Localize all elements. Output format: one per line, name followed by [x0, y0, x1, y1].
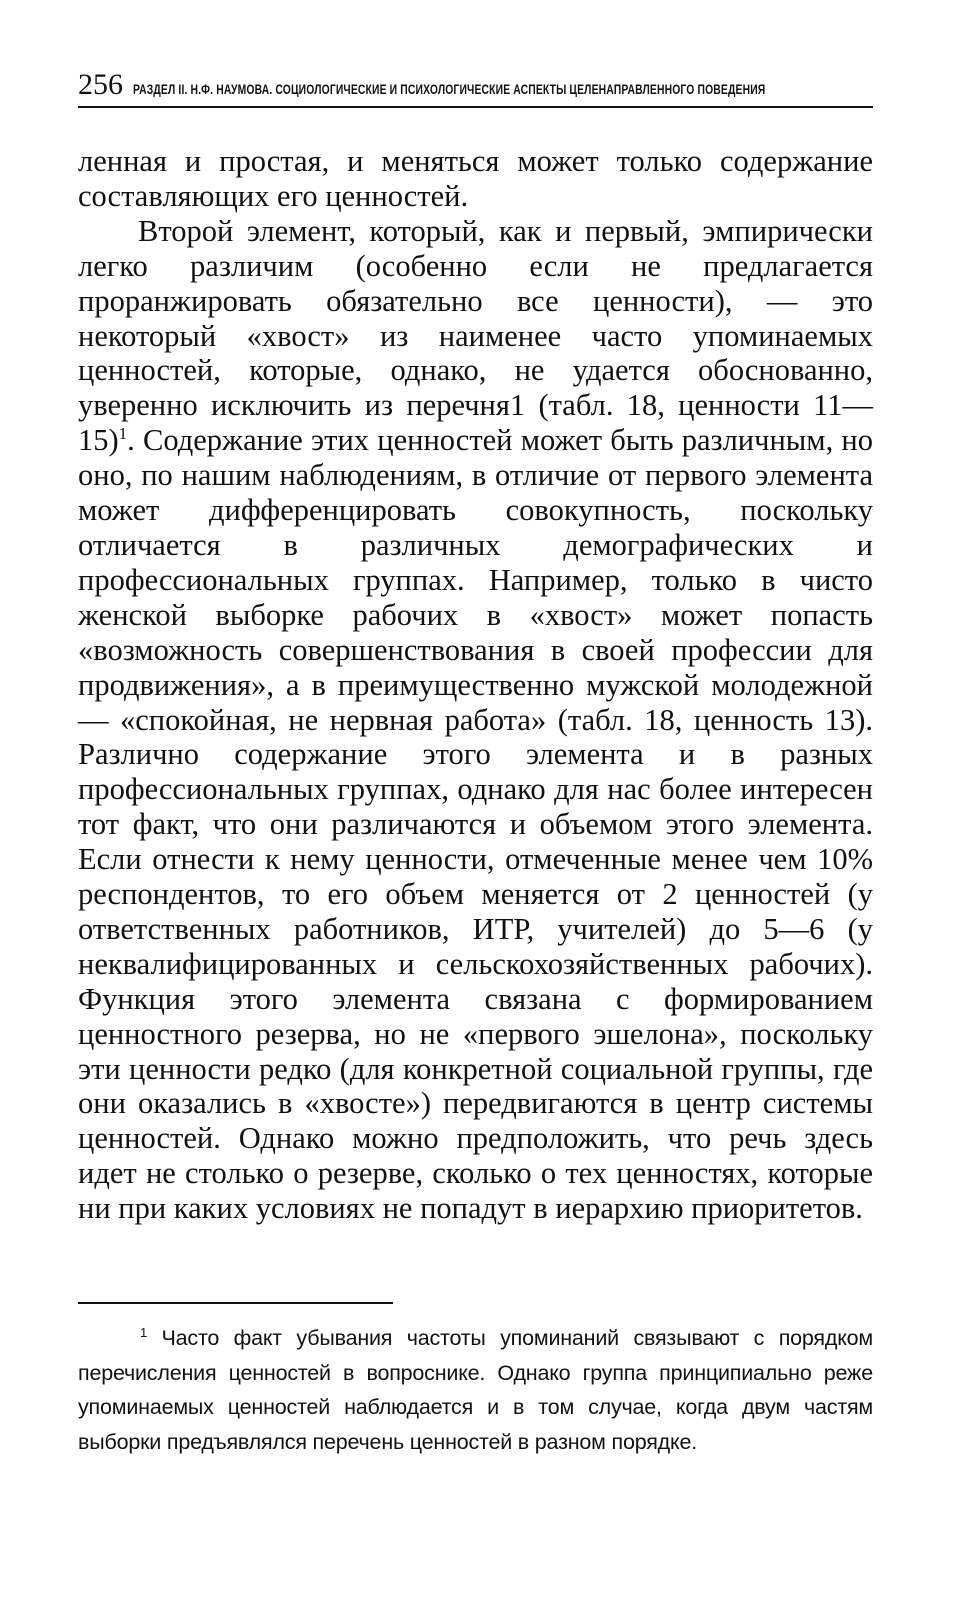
paragraph-main-text-b: . Содержание этих ценностей может быть различным, но оно, по нашим наблюдениям, в отличие от первого элемента может дифференцировать совокупность, поскольку отличается в различных демографических и профессиональных группах. Например, только в чисто женской выборке рабочих в «хвост» может попасть «возможность совершенствования в своей профессии для продвижения», а в преимущественно мужской молодежной — «спокойная, не нервная работа» (табл. 18, ценность 13). Различно содержание этого элемента и в разных профессиональных группах, однако для нас более интересен тот факт, что они различаются и объемом этого элемента. Если отнести к нему ценности, отмеченные менее чем 10% респондентов, то его объем меняется от 2 ценностей (у ответственных работников, ИТР, учителей) до 5—6 (у неквалифицированных и сельскохозяйственных рабочих). Функция этого элемента связана с формированием ценностного резерва, но не «первого эшелона», поскольку эти ценности редко (для конкретной социальной группы, где они оказались в «хвосте») передвигаются в центр системы ценностей. Однако можно предположить, что речь здесь идет не столько о резерве, сколько о тех ценностях, которые ни при каких условиях не попадут в иерархию приоритетов. — [78, 423, 873, 1226]
footnote-reference[interactable]: 1 — [118, 424, 128, 444]
running-title: РАЗДЕЛ II. Н.Ф. НАУМОВА. СОЦИОЛОГИЧЕСКИЕ И ПСИХОЛОГИЧЕСКИЕ АСПЕКТЫ ЦЕЛЕНАПРАВЛЕННОГО ПОВЕДЕНИЯ — [133, 82, 766, 98]
running-header — [78, 70, 873, 108]
body-text — [78, 144, 873, 1226]
footnote-text: Часто факт убывания частоты упоминаний связывают с порядком перечисления ценностей в вопроснике. Однако группа принципиально реже упоминаемых ценностей наблюдается и в том случае, когда двум частям выборки предъявлялся перечень ценностей в разном порядке. — [78, 1326, 873, 1454]
paragraph-main-text-a: Второй элемент, который, как и первый, эмпирически легко различим (особенно если не предлагается проранжировать обязательно все ценности), — это некоторый «хвост» из наименее часто упоминаемых ценностей, которые, однако, не удается обоснованно, уверенно исключить из перечня1 (табл. 18, ценности 11—15) — [78, 213, 873, 458]
footnote-separator — [78, 1302, 393, 1304]
paragraph-continued: ленная и простая, и меняться может только содержание составляющих его ценностей. — [78, 144, 873, 213]
footnote — [78, 1321, 873, 1459]
page — [78, 70, 873, 1226]
page-number: 256 — [78, 70, 123, 101]
paragraph-main — [78, 214, 873, 1226]
footnote-mark: 1 — [140, 1324, 148, 1340]
